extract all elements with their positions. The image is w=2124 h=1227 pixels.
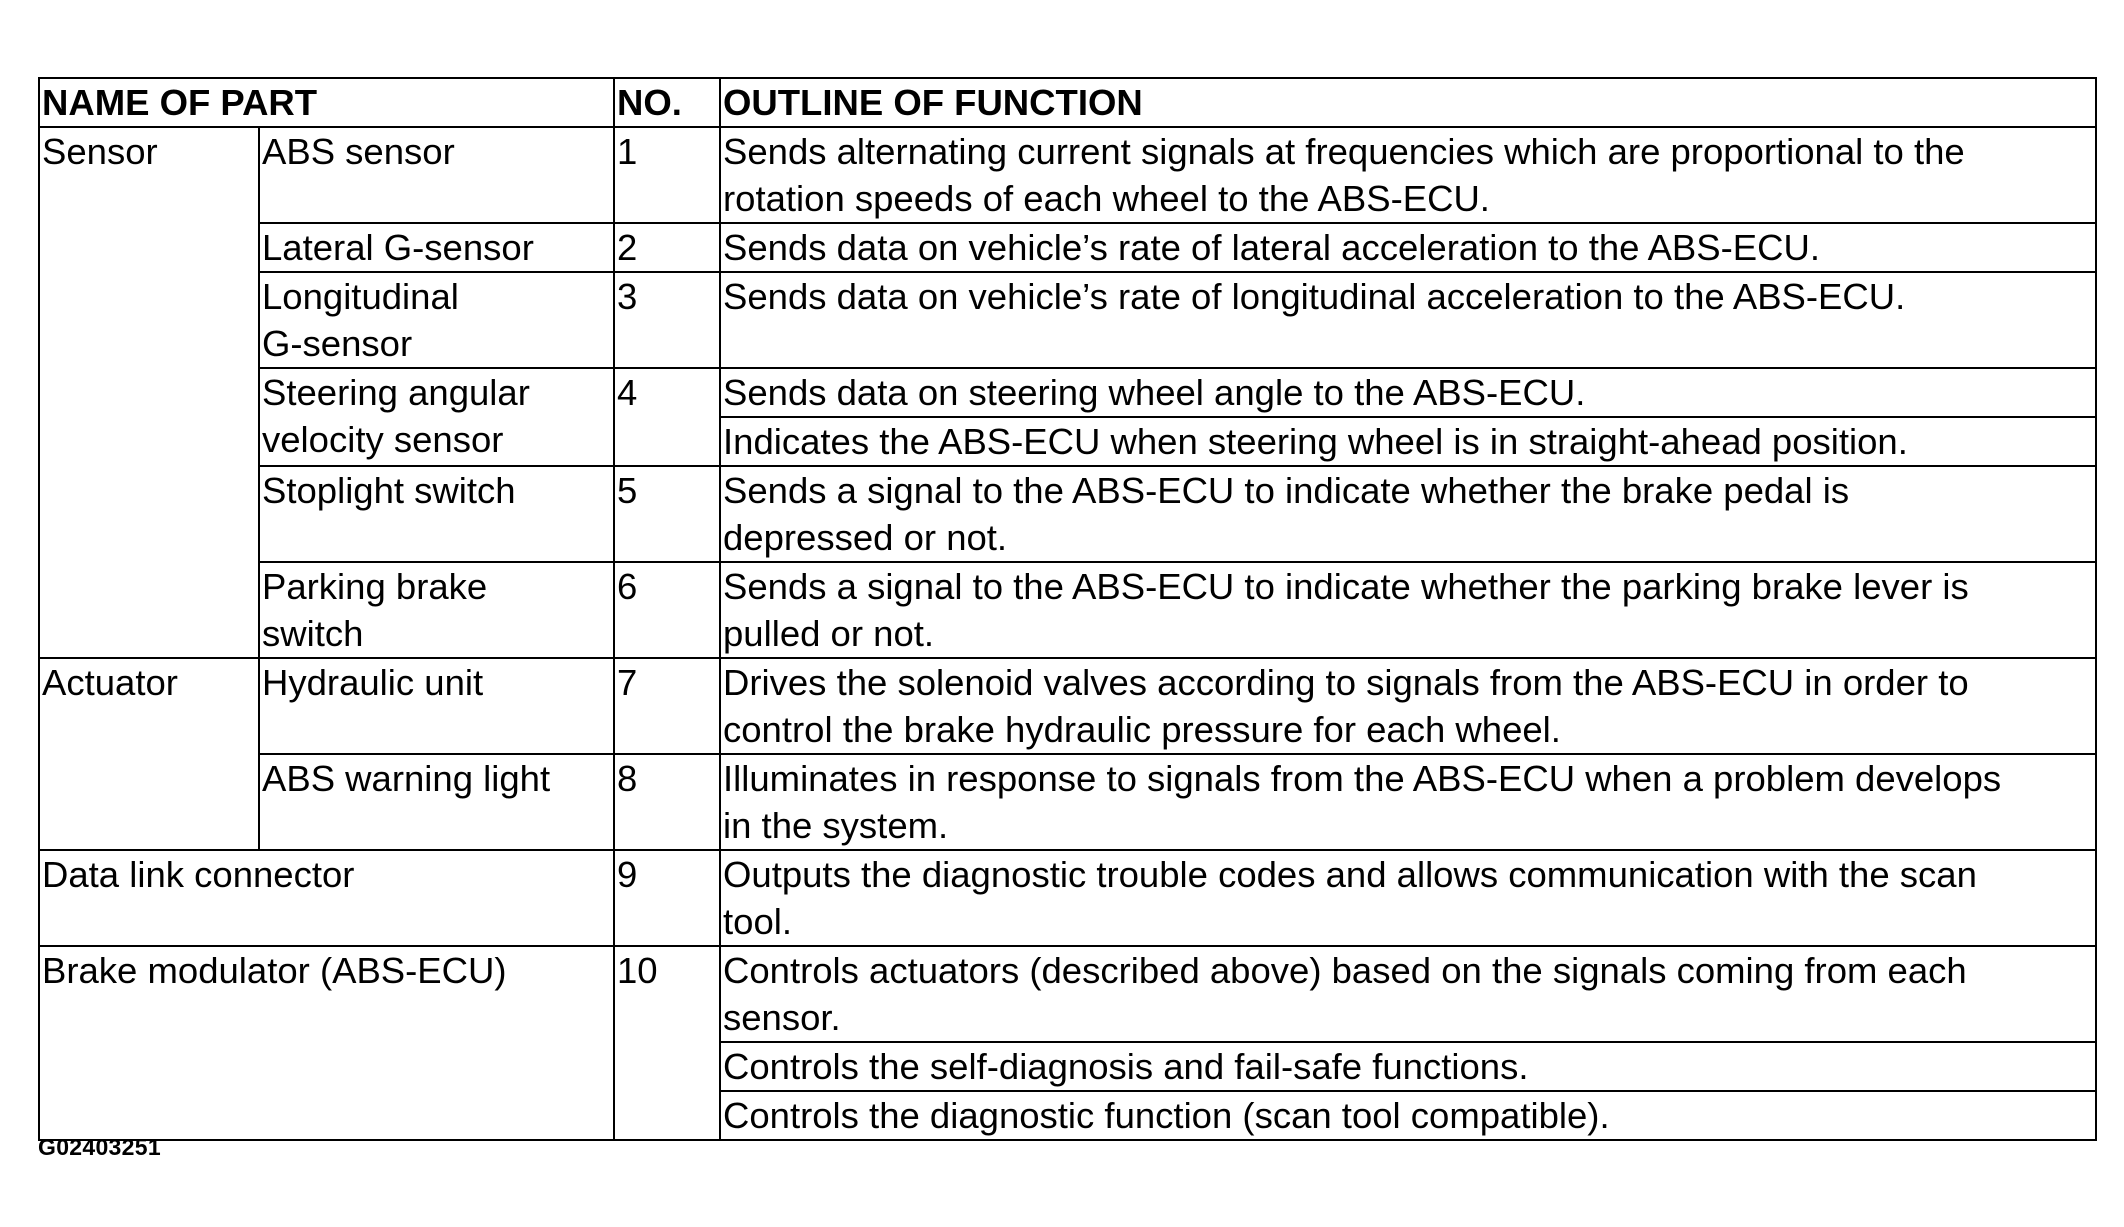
function-line: Outputs the diagnostic trouble codes and allows communication with the scan	[723, 854, 1977, 895]
part-number: 5	[614, 466, 720, 562]
function-line: sensor.	[723, 997, 841, 1038]
part-line: Parking brake	[262, 566, 488, 607]
part-number: 1	[614, 127, 720, 223]
part-number: 9	[614, 850, 720, 946]
part-number: 4	[614, 368, 720, 466]
function-cell	[720, 127, 2096, 223]
part-hydraulic-unit: Hydraulic unit	[259, 658, 614, 754]
header-outline-of-function: OUTLINE OF FUNCTION	[720, 78, 2096, 127]
part-number: 3	[614, 272, 720, 368]
function-cell: Sends data on vehicle’s rate of lateral acceleration to the ABS-ECU.	[720, 223, 2096, 272]
function-line: tool.	[723, 901, 792, 942]
part-number: 10	[614, 946, 720, 1140]
group-data-link-connector: Data link connector	[39, 850, 614, 946]
function-line: depressed or not.	[723, 517, 1008, 558]
function-line: Sends a signal to the ABS-ECU to indicate whether the parking brake lever is	[723, 566, 1969, 607]
function-line: Illuminates in response to signals from the ABS-ECU when a problem develops	[723, 758, 2002, 799]
part-number: 7	[614, 658, 720, 754]
table-row	[39, 368, 2096, 417]
group-actuator: Actuator	[39, 658, 259, 850]
function-line: Controls actuators (described above) based on the signals coming from each	[723, 950, 1967, 991]
function-line: rotation speeds of each wheel to the ABS-ECU.	[723, 178, 1490, 219]
header-row	[39, 78, 2096, 127]
parts-function-table	[38, 77, 2097, 1141]
part-abs-warning-light: ABS warning light	[259, 754, 614, 850]
part-lateral-g-sensor: Lateral G-sensor	[259, 223, 614, 272]
header-name-of-part: NAME OF PART	[39, 78, 614, 127]
function-cell	[720, 658, 2096, 754]
part-parking-brake-switch	[259, 562, 614, 658]
function-cell	[720, 946, 2096, 1042]
part-line: Longitudinal	[262, 276, 459, 317]
part-line: velocity sensor	[262, 419, 504, 460]
function-line: control the brake hydraulic pressure for each wheel.	[723, 709, 1561, 750]
table-row	[39, 272, 2096, 368]
part-steering-angular-velocity-sensor	[259, 368, 614, 466]
function-cell: Controls the diagnostic function (scan tool compatible).	[720, 1091, 2096, 1140]
table-row	[39, 946, 2096, 1042]
function-cell	[720, 562, 2096, 658]
part-number: 6	[614, 562, 720, 658]
table-row	[39, 223, 2096, 272]
part-line: Steering angular	[262, 372, 530, 413]
function-line: pulled or not.	[723, 613, 935, 654]
table-row	[39, 466, 2096, 562]
group-brake-modulator: Brake modulator (ABS-ECU)	[39, 946, 614, 1140]
table-row	[39, 850, 2096, 946]
function-cell: Indicates the ABS-ECU when steering wheel is in straight-ahead position.	[720, 417, 2096, 466]
table-row	[39, 127, 2096, 223]
part-number: 2	[614, 223, 720, 272]
part-longitudinal-g-sensor	[259, 272, 614, 368]
table-row	[39, 754, 2096, 850]
header-no: NO.	[614, 78, 720, 127]
part-line: switch	[262, 613, 364, 654]
function-cell: Sends data on vehicle’s rate of longitudinal acceleration to the ABS-ECU.	[720, 272, 2096, 368]
function-line: Sends alternating current signals at frequencies which are proportional to the	[723, 131, 1965, 172]
function-cell: Controls the self-diagnosis and fail-safe functions.	[720, 1042, 2096, 1091]
part-abs-sensor: ABS sensor	[259, 127, 614, 223]
table-row	[39, 562, 2096, 658]
figure-code: G02403251	[38, 1134, 161, 1160]
function-cell	[720, 850, 2096, 946]
group-sensor: Sensor	[39, 127, 259, 658]
function-line: in the system.	[723, 805, 949, 846]
part-stoplight-switch: Stoplight switch	[259, 466, 614, 562]
function-line: Sends a signal to the ABS-ECU to indicate whether the brake pedal is	[723, 470, 1850, 511]
part-line: G-sensor	[262, 323, 413, 364]
function-cell	[720, 754, 2096, 850]
function-line: Drives the solenoid valves according to signals from the ABS-ECU in order to	[723, 662, 1969, 703]
part-number: 8	[614, 754, 720, 850]
function-cell: Sends data on steering wheel angle to the ABS-ECU.	[720, 368, 2096, 417]
function-cell	[720, 466, 2096, 562]
table-row	[39, 658, 2096, 754]
